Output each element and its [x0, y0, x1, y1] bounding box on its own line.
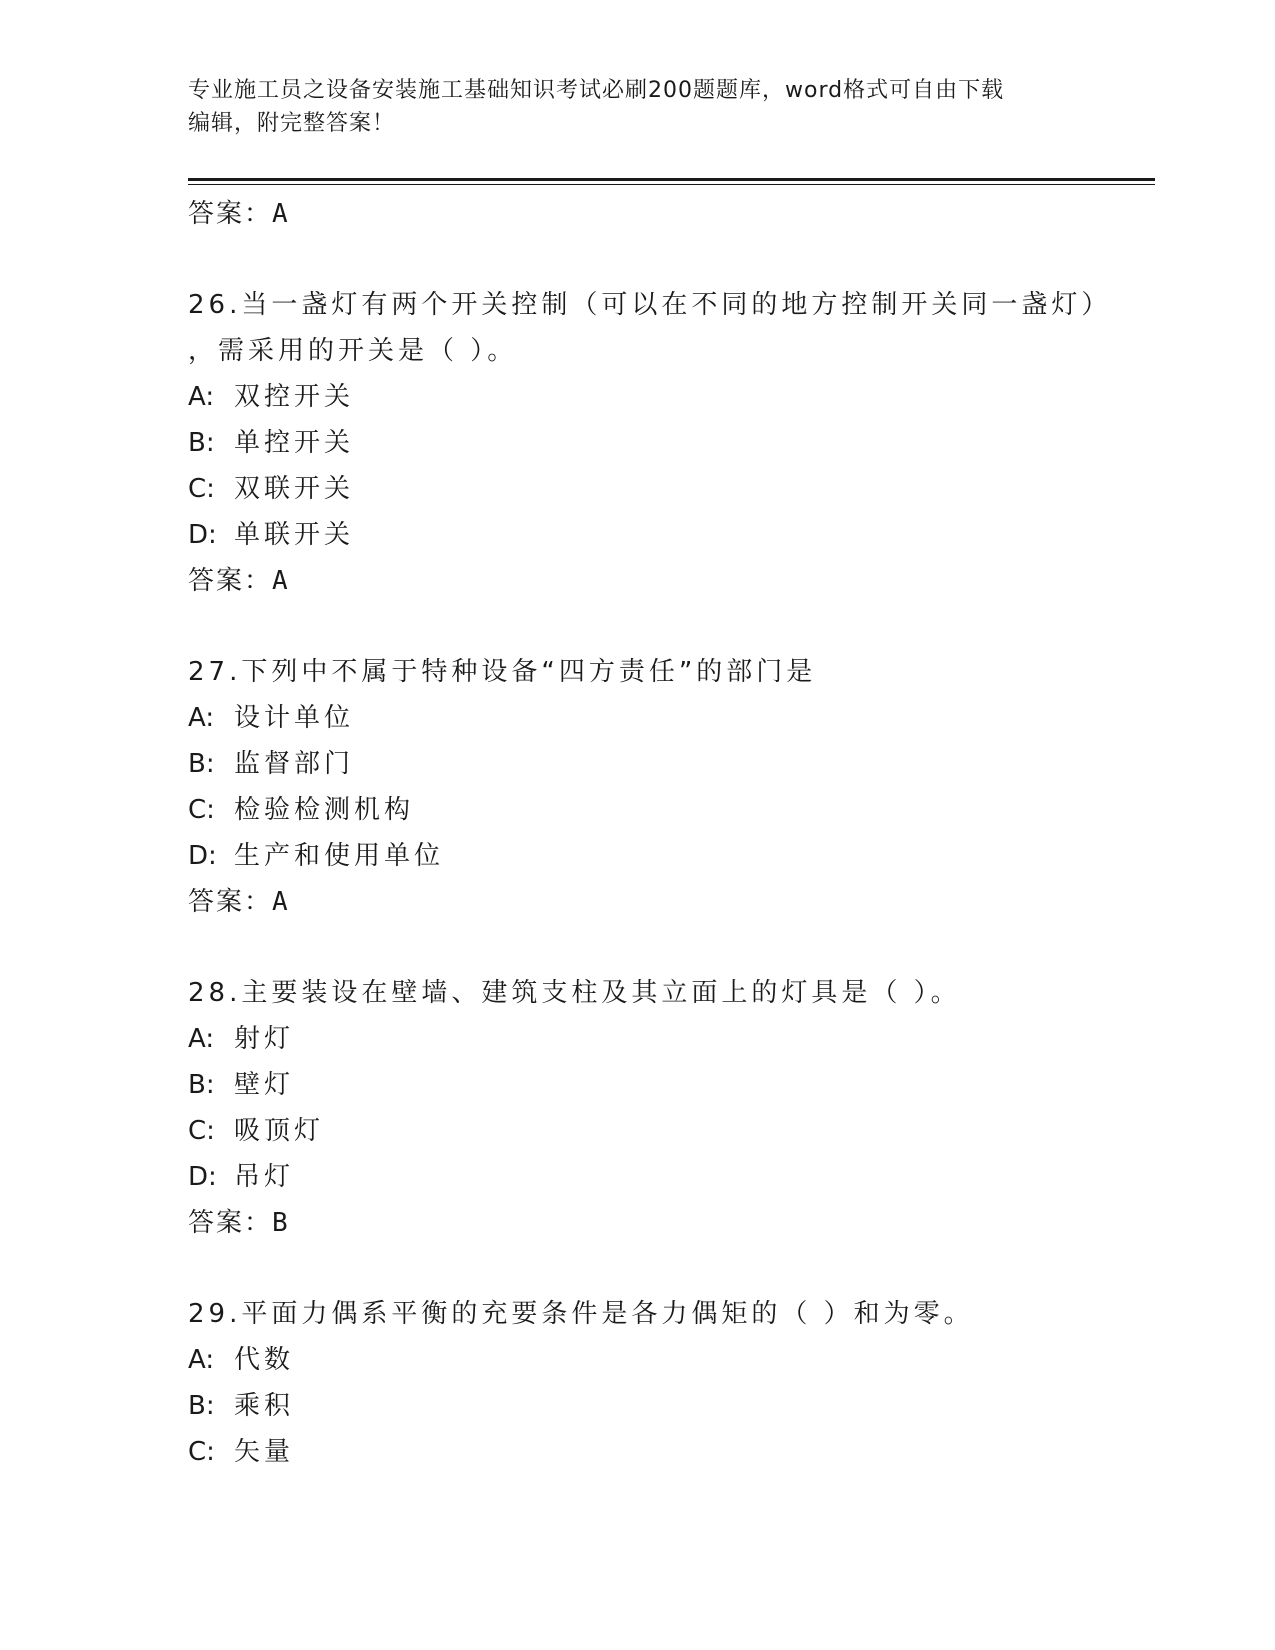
option-b — [188, 741, 1148, 787]
document-header — [188, 74, 1068, 140]
option-text: 生产和使用单位 — [234, 841, 445, 871]
answer-line — [188, 191, 1148, 237]
option-letter: C: — [188, 1437, 215, 1467]
question-text: 26.当一盏灯有两个开关控制（可以在不同的地方控制开关同一盏灯） — [188, 290, 1112, 320]
option-letter: A: — [188, 1024, 215, 1054]
answer-value: B — [272, 1208, 290, 1238]
answer-value: A — [272, 566, 290, 596]
option-text: 射灯 — [234, 1024, 295, 1054]
option-letter: B: — [188, 428, 215, 458]
option-text: 矢量 — [234, 1437, 295, 1467]
option-letter: B: — [188, 1391, 215, 1421]
option-b — [188, 420, 1148, 466]
option-c — [188, 1108, 1148, 1154]
option-text: 设计单位 — [234, 703, 355, 733]
question-text: 28.主要装设在壁墙、建筑支柱及其立面上的灯具是（ ）。 — [188, 978, 961, 1008]
option-text: 双联开关 — [234, 474, 355, 504]
option-b — [188, 1383, 1148, 1429]
option-d — [188, 512, 1148, 558]
option-letter: D: — [188, 1162, 217, 1192]
answer-value: A — [272, 199, 290, 229]
option-letter: D: — [188, 520, 217, 550]
option-letter: B: — [188, 1070, 215, 1100]
option-letter: A: — [188, 703, 215, 733]
answer-label: 答案： — [188, 1208, 273, 1238]
option-a — [188, 1016, 1148, 1062]
answer-line — [188, 1200, 1148, 1246]
option-a — [188, 1337, 1148, 1383]
option-text: 检验检测机构 — [234, 795, 415, 825]
document-body — [188, 191, 1148, 1475]
option-text: 吸顶灯 — [234, 1116, 325, 1146]
option-letter: A: — [188, 1345, 215, 1375]
header-title-line-2: 编辑，附完整答案！ — [188, 111, 396, 136]
header-divider-thin — [188, 184, 1155, 185]
option-text: 监督部门 — [234, 749, 355, 779]
option-text: 壁灯 — [234, 1070, 295, 1100]
option-a — [188, 374, 1148, 420]
option-text: 单联开关 — [234, 520, 355, 550]
answer-label: 答案： — [188, 199, 273, 229]
answer-value: A — [272, 887, 290, 917]
option-b — [188, 1062, 1148, 1108]
question-29 — [188, 1291, 1148, 1475]
option-letter: C: — [188, 1116, 215, 1146]
question-26 — [188, 282, 1148, 604]
question-text-continued: ，需采用的开关是（ ）。 — [188, 336, 518, 366]
question-27 — [188, 649, 1148, 925]
answer-label: 答案： — [188, 566, 273, 596]
answer-line — [188, 558, 1148, 604]
option-text: 代数 — [234, 1345, 295, 1375]
question-text: 29.平面力偶系平衡的充要条件是各力偶矩的（ ）和为零。 — [188, 1299, 974, 1329]
answer-line — [188, 879, 1148, 925]
option-text: 双控开关 — [234, 382, 355, 412]
option-letter: C: — [188, 474, 215, 504]
option-c — [188, 466, 1148, 512]
option-d — [188, 1154, 1148, 1200]
option-text: 乘积 — [234, 1391, 295, 1421]
header-divider-thick — [188, 178, 1155, 181]
question-text: 27.下列中不属于特种设备“四方责任”的部门是 — [188, 657, 817, 687]
answer-label: 答案： — [188, 887, 273, 917]
option-letter: C: — [188, 795, 215, 825]
option-a — [188, 695, 1148, 741]
question-28 — [188, 970, 1148, 1246]
option-d — [188, 833, 1148, 879]
option-text: 单控开关 — [234, 428, 355, 458]
option-letter: B: — [188, 749, 215, 779]
option-letter: D: — [188, 841, 217, 871]
option-letter: A: — [188, 382, 215, 412]
option-c — [188, 787, 1148, 833]
option-text: 吊灯 — [234, 1162, 295, 1192]
header-title-line-1: 专业施工员之设备安装施工基础知识考试必刷200题题库，word格式可自由下载 — [188, 78, 1005, 103]
option-c — [188, 1429, 1148, 1475]
